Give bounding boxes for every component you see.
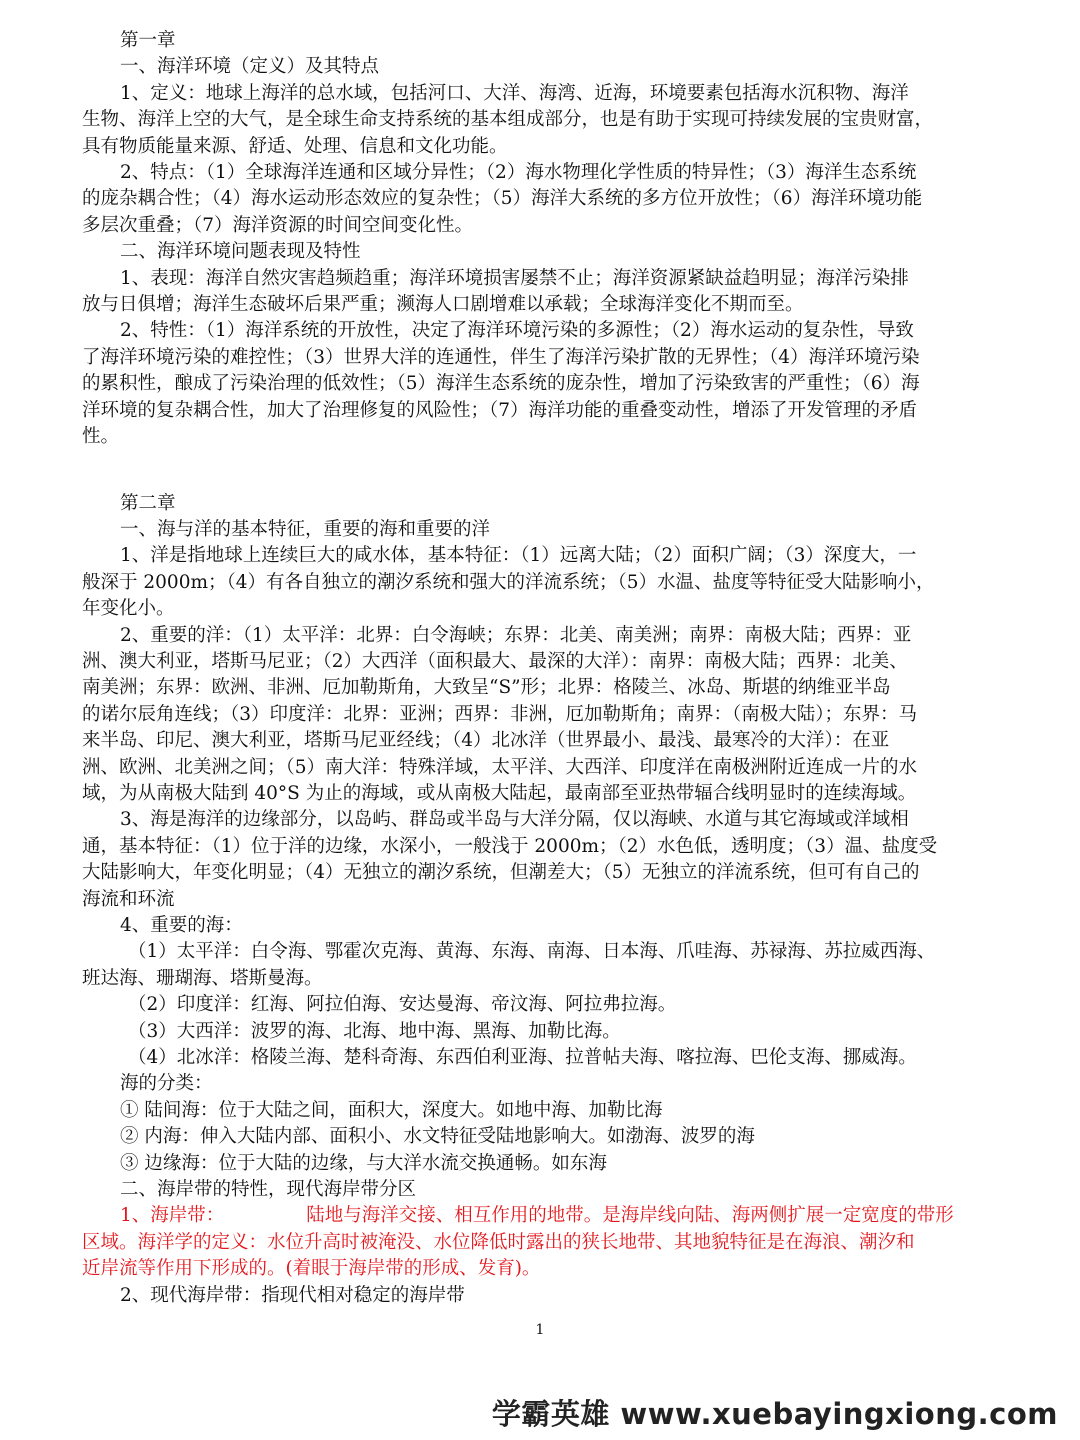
list-item: ② 内海：伸入大陆内部、面积小、水文特征受陆地影响大。如渤海、波罗的海 [120, 1126, 755, 1148]
paragraph-line: 具有物质能量来源、舒适、处理、信息和文化功能。 [82, 135, 508, 157]
section-heading: 一、海洋环境（定义）及其特点 [120, 56, 380, 78]
subheading: 4、重要的海： [120, 915, 243, 936]
section-heading: 二、海洋环境问题表现及特性 [120, 241, 361, 263]
watermark: 学霸英雄 www.xuebayingxiong.com [491, 1397, 1058, 1431]
highlighted-line [82, 1203, 1002, 1229]
document-body [82, 28, 1002, 1309]
chapter-1-title: 第一章 [120, 30, 176, 51]
paragraph-line: 来半岛、印尼、澳大利亚，塔斯马尼亚经线；（4）北冰洋（世界最小、最浅、最寒冷的大洋）：在亚 [82, 730, 890, 752]
paragraph-line: 性。 [82, 426, 120, 448]
paragraph-line: 洲、欧洲、北美洲之间；（5）南大洋：特殊洋域，太平洋、大西洋、印度洋在南极洲附近连成一片的水 [82, 756, 918, 778]
chapter-2-title: 第二章 [120, 492, 176, 514]
highlighted-text: 陆地与海洋交接、相互作用的地带。是海岸线向陆、海两侧扩展一定宽度的带形 [306, 1205, 954, 1227]
paragraph-line: 放与日俱增；海洋生态破坏后果严重；濒海人口剧增难以承载；全球海洋变化不期而至。 [82, 294, 804, 316]
paragraph-line: 2、特点：（1）全球海洋连通和区域分异性；（2）海水物理化学性质的特异性；（3）海洋生态系统 [120, 162, 917, 184]
paragraph-line: 的诺尔辰角连线；（3）印度洋：北界：亚洲；西界：非洲，厄加勒斯角；南界：（南极大陆）；东界：马 [82, 703, 918, 725]
coast-term: 1、海岸带： [120, 1205, 225, 1227]
list-item: （2）印度洋：红海、阿拉伯海、安达曼海、帝汶海、阿拉弗拉海。 [128, 994, 677, 1016]
section-heading: 一、海与洋的基本特征，重要的海和重要的洋 [120, 518, 491, 540]
paragraph-line: 1、洋是指地球上连续巨大的咸水体，基本特征：（1）远离大陆；（2）面积广阔；（3）深度大，一 [120, 545, 917, 567]
paragraph-line: 南美洲；东界：欧洲、非洲、厄加勒斯角，大致呈“S”形；北界：格陵兰、冰岛、斯堪的纳维亚半岛 [82, 677, 891, 699]
paragraph-line: 海流和环流 [82, 888, 175, 910]
paragraph-line: 洲、澳大利亚，塔斯马尼亚；（2）大西洋（面积最大、最深的大洋）：南界：南极大陆；西界：北美、 [82, 650, 908, 672]
list-item: ③ 边缘海：位于大陆的边缘，与大洋水流交换通畅。如东海 [120, 1152, 607, 1174]
paragraph-line: 的累积性，酿成了污染治理的低效性；（5）海洋生态系统的庞杂性，增加了污染致害的严重性；（6）海 [82, 373, 920, 395]
paragraph-line: 2、重要的洋：（1）太平洋：北界：白令海峡；东界：北美、南美洲；南界：南极大陆；西界：亚 [120, 624, 912, 646]
paragraph-line: 域，为从南极大陆到 40°S 为止的海域，或从南极大陆起，最南部至亚热带辐合线明显时的连续海域。 [82, 782, 917, 804]
paragraph-line: 了海洋环境污染的难控性；（3）世界大洋的连通性，伴生了海洋污染扩散的无界性；（4）海洋环境污染 [82, 346, 920, 368]
paragraph-line: 年变化小。 [82, 598, 175, 620]
page-number: 1 [535, 1322, 545, 1338]
paragraph-line: 般深于 2000m；（4）有各自独立的潮汐系统和强大的洋流系统；（5）水温、盐度等特征受大陆影响小， [82, 571, 935, 593]
list-item: （1）太平洋：白令海、鄂霍次克海、黄海、东海、南海、日本海、爪哇海、苏禄海、苏拉威西海、 [128, 941, 936, 963]
paragraph-line: 1、定义：地球上海洋的总水域，包括河口、大洋、海湾、近海，环境要素包括海水沉积物、海洋 [120, 82, 909, 104]
paragraph-line: 2、现代海岸带：指现代相对稳定的海岸带 [120, 1284, 465, 1306]
paragraph-line: 多层次重叠；（7）海洋资源的时间空间变化性。 [82, 214, 474, 236]
paragraph-line: 大陆影响大，年变化明显；（4）无独立的潮汐系统，但潮差大；（5）无独立的洋流系统，但可有自己的 [82, 862, 920, 884]
paragraph-line: 2、特性：（1）海洋系统的开放性，决定了海洋环境污染的多源性；（2）海水运动的复杂性，导致 [120, 320, 914, 342]
paragraph-line: 的庞杂耦合性；（4）海水运动形态效应的复杂性；（5）海洋大系统的多方位开放性；（6）海洋环境功能 [82, 188, 923, 210]
highlighted-line: 近岸流等作用下形成的。(着眼于海岸带的形成、发育)。 [82, 1258, 541, 1280]
list-item: （3）大西洋：波罗的海、北海、地中海、黑海、加勒比海。 [128, 1020, 621, 1042]
paragraph-line: 1、表现：海洋自然灾害趋频趋重；海洋环境损害屡禁不止；海洋资源紧缺益趋明显；海洋污染排 [120, 267, 909, 289]
paragraph-line: 洋环境的复杂耦合性，加大了治理修复的风险性；（7）海洋功能的重叠变动性，增添了开发管理的矛盾 [82, 399, 918, 421]
list-item-continuation: 班达海、珊瑚海、塔斯曼海。 [82, 967, 323, 989]
highlighted-line: 区域。海洋学的定义：水位升高时被淹没、水位降低时露出的狭长地带、其地貌特征是在海浪、潮汐和 [82, 1231, 915, 1253]
chapter-spacer [82, 451, 1002, 491]
paragraph-line: 3、海是海洋的边缘部分，以岛屿、群岛或半岛与大洋分隔，仅以海峡、水道与其它海域或洋域相 [120, 809, 909, 831]
section-heading: 二、海岸带的特性，现代海岸带分区 [120, 1179, 417, 1201]
list-item: ① 陆间海：位于大陆之间，面积大，深度大。如地中海、加勒比海 [120, 1099, 663, 1121]
list-item: （4）北冰洋：格陵兰海、楚科奇海、东西伯利亚海、拉普帖夫海、喀拉海、巴伦支海、挪威海。 [128, 1047, 917, 1069]
subheading: 海的分类： [120, 1073, 213, 1095]
paragraph-line: 通，基本特征：（1）位于洋的边缘，水深小，一般浅于 2000m；（2）水色低，透明度；（3）温、盐度受 [82, 835, 938, 857]
paragraph-line: 生物、海洋上空的大气，是全球生命支持系统的基本组成部分，也是有助于实现可持续发展的宝贵财富， [82, 109, 934, 131]
